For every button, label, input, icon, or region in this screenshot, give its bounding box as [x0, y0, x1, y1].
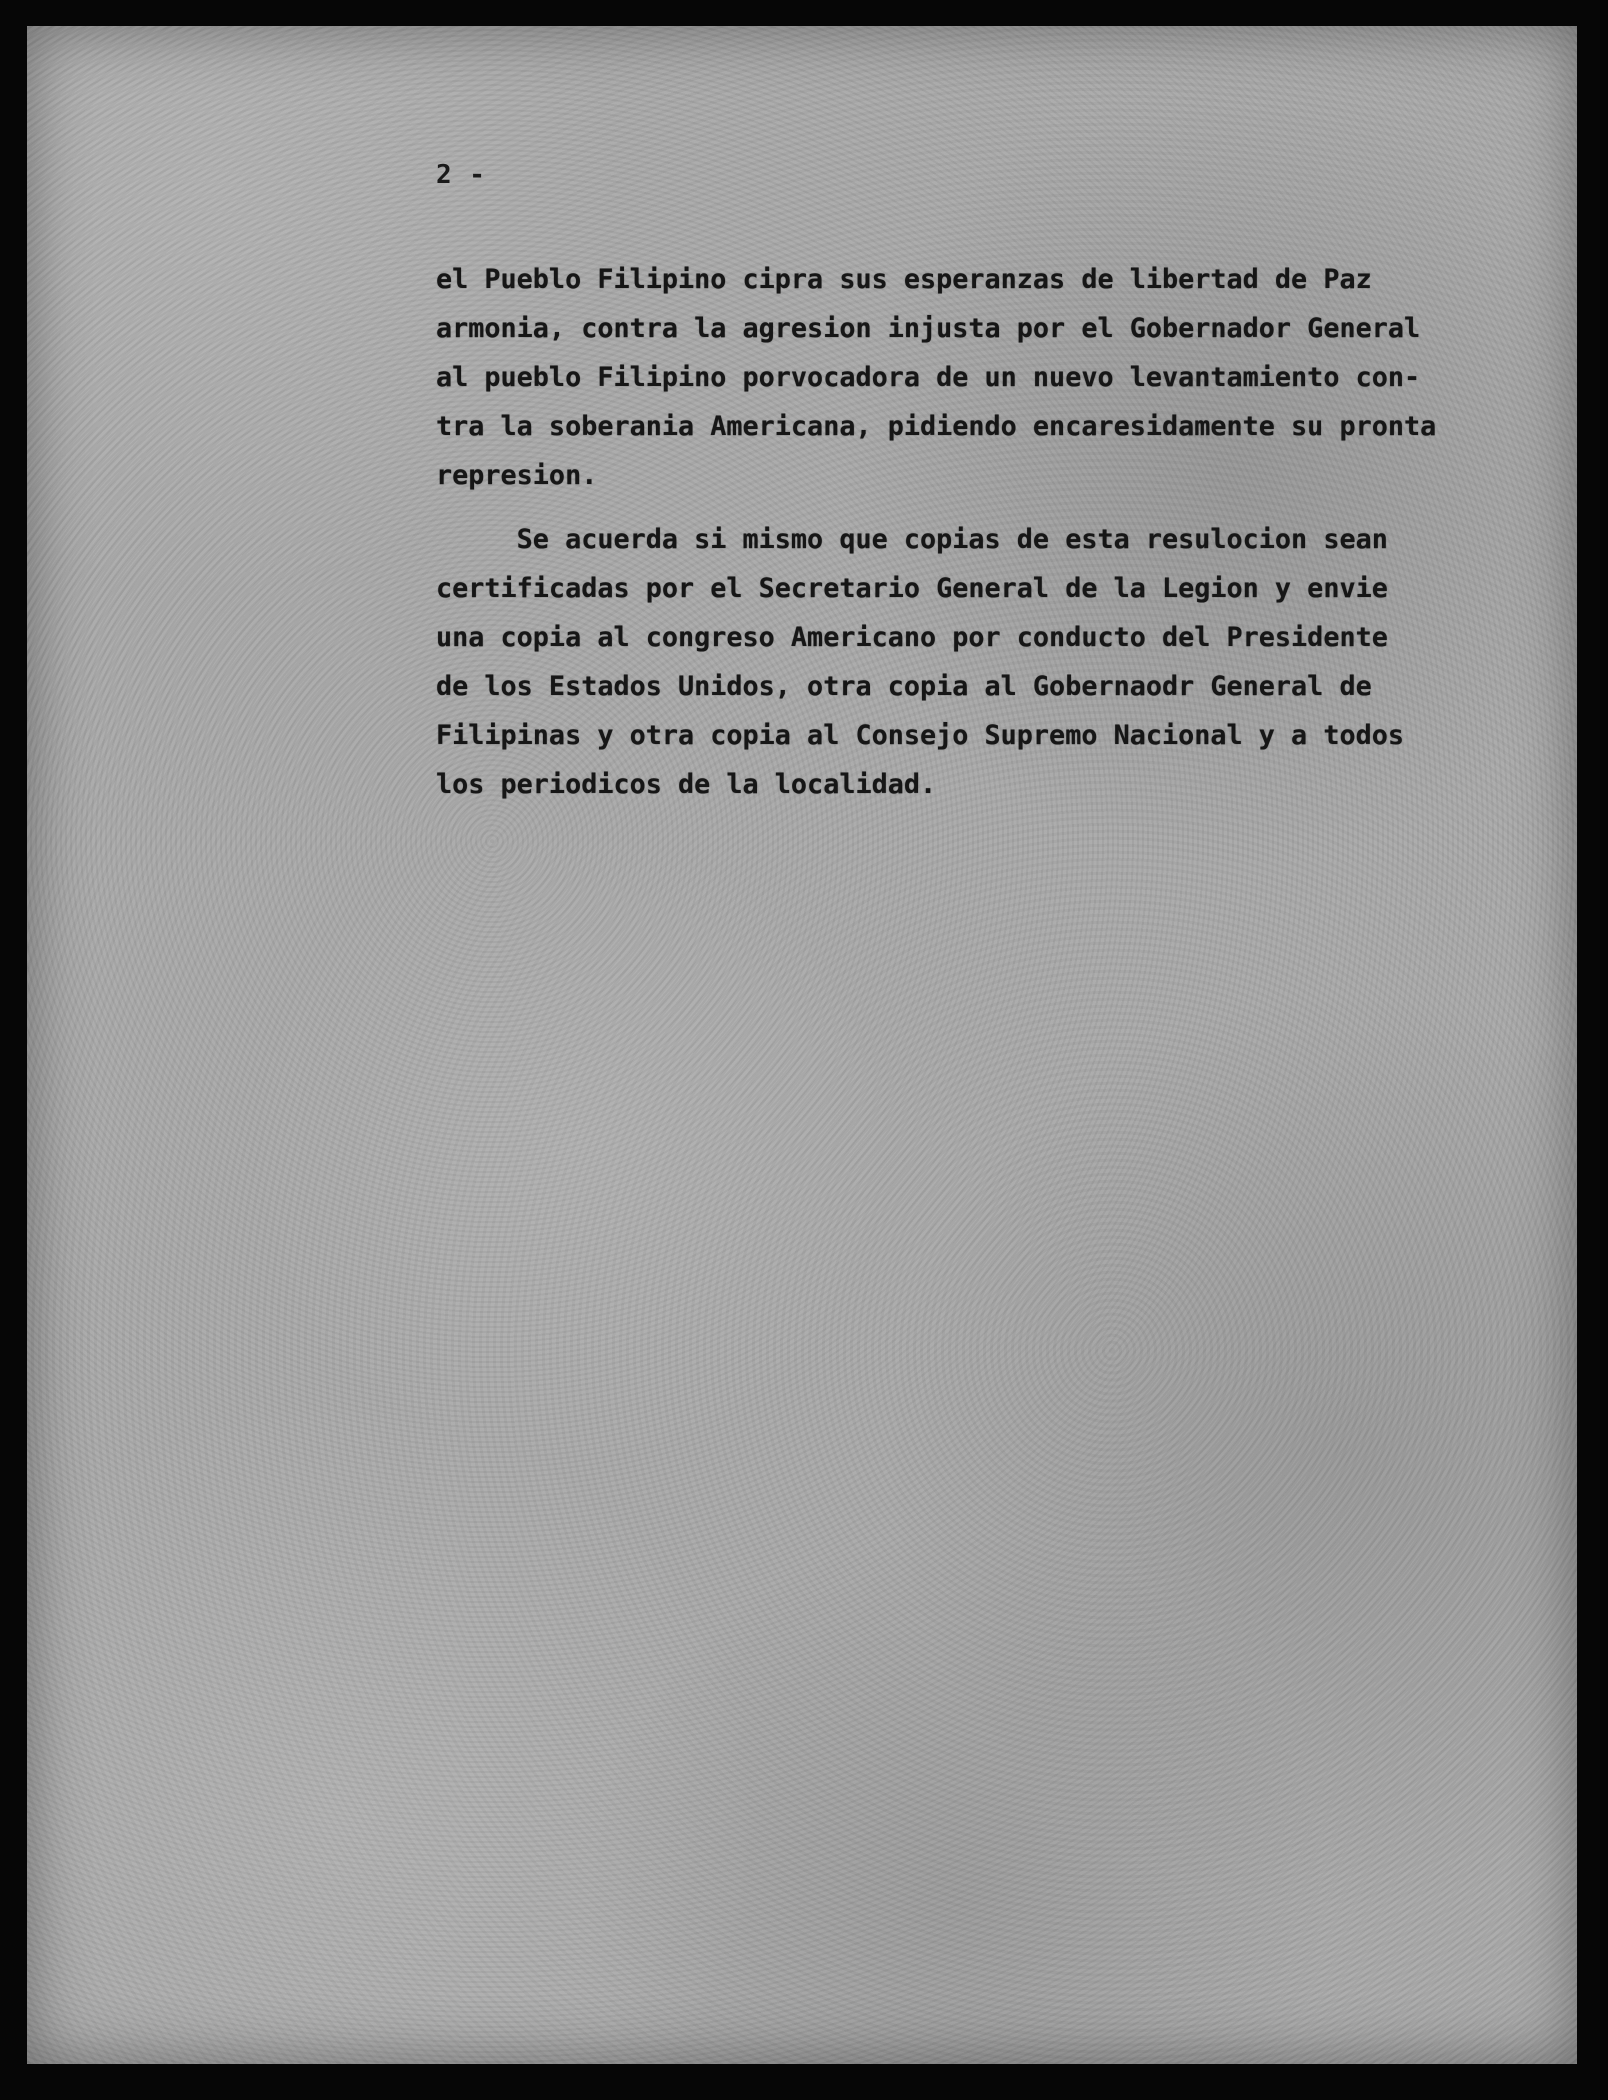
text-line: de los Estados Unidos, otra copia al Gobernaodr General de: [436, 671, 1372, 702]
paragraph-1: [436, 255, 1456, 500]
text-line: tra la soberania Americana, pidiendo encaresidamente su pronta: [436, 411, 1437, 442]
text-line: represion.: [436, 460, 598, 491]
text-line: los periodicos de la localidad.: [436, 769, 937, 800]
text-line: el Pueblo Filipino cipra sus esperanzas de libertad de Paz: [436, 264, 1372, 295]
page-number: 2 -: [436, 160, 486, 190]
text-line: al pueblo Filipino porvocadora de un nuevo levantamiento con-: [436, 362, 1421, 393]
text-line: certificadas por el Secretario General de la Legion y envie: [436, 573, 1388, 604]
document-body: [436, 255, 1456, 809]
paragraph-2: [436, 515, 1456, 809]
text-line: una copia al congreso Americano por conducto del Presidente: [436, 622, 1388, 653]
text-line: Filipinas y otra copia al Consejo Supremo Nacional y a todos: [436, 720, 1404, 751]
text-line: Se acuerda si mismo que copias de esta resulocion sean: [436, 524, 1388, 555]
text-line: armonia, contra la agresion injusta por el Gobernador General: [436, 313, 1421, 344]
